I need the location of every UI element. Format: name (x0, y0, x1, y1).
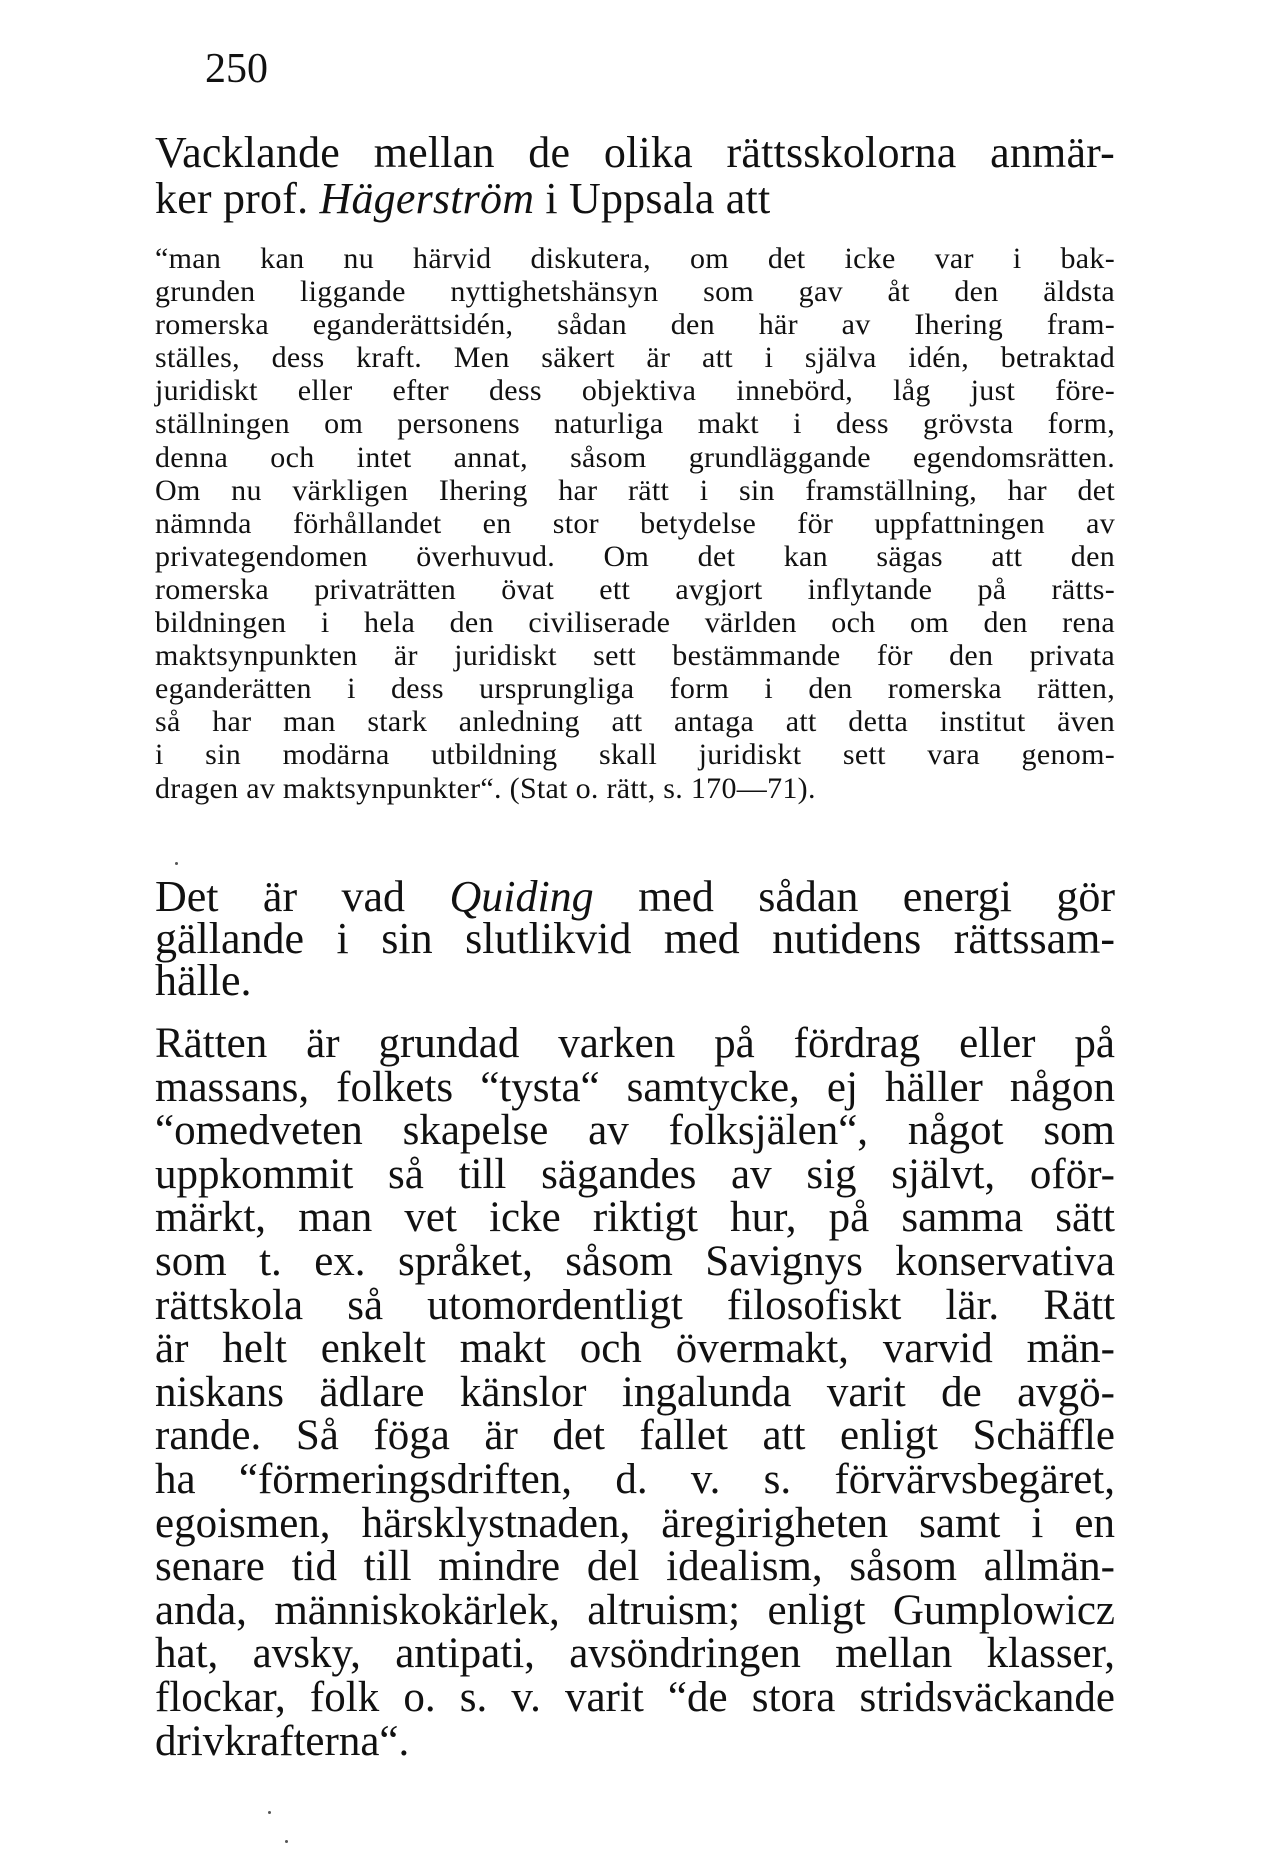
quote-line: ställningen om personens naturliga makt i dess grövsta form, (155, 407, 1115, 441)
paragraph-line: massans, folkets “tysta“ samtycke, ej häller någon (155, 1063, 1115, 1111)
intro-text: i Uppsala att (534, 174, 771, 223)
quote-line: grunden liggande nyttighetshänsyn som gav åt den äldsta (155, 275, 1115, 309)
paragraph-line: gällande i sin slutlikvid med nutidens rättssam- (155, 914, 1115, 963)
paragraph-line: anda, människokärlek, altruism; enligt Gumplowicz (155, 1586, 1115, 1634)
paragraph-line: “omedveten skapelse av folksjälen“, något som (155, 1107, 1115, 1155)
quote-line: eganderätten i dess ursprungliga form i den romerska rätten, (155, 672, 1115, 706)
quote-line: romerska eganderättsidén, sådan den här av Ihering fram- (155, 308, 1115, 342)
quote-line: juridiskt eller efter dess objektiva innebörd, låg just före- (155, 374, 1115, 408)
paragraph-line: senare tid till mindre del idealism, såsom allmän- (155, 1543, 1115, 1591)
quote-line: dragen av maktsynpunkter“. (Stat o. rätt, s. 170—71). (155, 771, 816, 805)
quote-line: Om nu värkligen Ihering har rätt i sin framställning, har det (155, 473, 1115, 507)
paragraph-line: hälle. (155, 956, 252, 1005)
paragraph-line: egoismen, härsklystnaden, äregirigheten samt i en (155, 1499, 1115, 1547)
paragraph-text: med sådan energi gör (593, 872, 1115, 921)
paragraph-line: är helt enkelt makt och övermakt, varvid män- (155, 1325, 1115, 1373)
paragraph-line: rande. Så föga är det fallet att enligt Schäffle (155, 1412, 1115, 1460)
paragraph-quiding (155, 872, 1115, 1005)
quote-line: maktsynpunkten är juridiskt sett bestämmande för den privata (155, 639, 1115, 673)
paragraph-line: hat, avsky, antipati, avsöndringen mellan klasser, (155, 1630, 1115, 1678)
paragraph-line: Rätten är grundad varken på fördrag eller på (155, 1020, 1115, 1067)
scan-speck (175, 862, 178, 865)
intro-text: ker prof. (155, 174, 320, 223)
quote-line: denna och intet annat, såsom grundläggande egendomsrätten. (155, 440, 1115, 474)
quote-line: “man kan nu härvid diskutera, om det icke var i bak- (155, 242, 1115, 275)
quote-line: i sin modärna utbildning skall juridiskt sett vara genom- (155, 738, 1115, 772)
quote-line: bildningen i hela den civiliserade världen och om den rena (155, 606, 1115, 640)
page-number: 250 (205, 46, 268, 92)
paragraph-line: flockar, folk o. s. v. varit “de stora stridsväckande (155, 1673, 1115, 1721)
paragraph-ratten (155, 1022, 1115, 1763)
paragraph-line: ha “förmeringsdriften, d. v. s. förvärvsbegäret, (155, 1455, 1115, 1503)
intro-paragraph (155, 130, 1115, 222)
paragraph-line: drivkrafterna“. (155, 1717, 410, 1765)
quote-line: privategendomen överhuvud. Om det kan sägas att den (155, 539, 1115, 573)
quote-line: romerska privaträtten övat ett avgjort inflytande på rätts- (155, 572, 1115, 606)
intro-line (155, 176, 1115, 222)
paragraph-line: uppkommit så till sägandes av sig självt, oför- (155, 1150, 1115, 1198)
paragraph-text: Det är vad (155, 872, 450, 921)
quote-line: nämnda förhållandet en stor betydelse för uppfattningen av (155, 506, 1115, 540)
author-name-hagerstrom: Hägerström (319, 174, 535, 223)
paragraph-line: märkt, man vet icke riktigt hur, på samma sätt (155, 1194, 1115, 1242)
scan-speck (285, 1840, 288, 1843)
paragraph-line (155, 872, 1115, 921)
paragraph-line: rättskola så utomordentligt filosofiskt lär. Rätt (155, 1281, 1115, 1329)
paragraph-line: som t. ex. språket, såsom Savignys konservativa (155, 1237, 1115, 1285)
paragraph-line: niskans ädlare känslor ingalunda varit de avgö- (155, 1368, 1115, 1416)
author-name-quiding: Quiding (449, 872, 594, 921)
quote-line: så har man stark anledning att antaga att detta institut även (155, 705, 1115, 739)
quote-line: ställes, dess kraft. Men säkert är att i själva idén, betraktad (155, 341, 1115, 375)
block-quote (155, 242, 1115, 805)
intro-line: Vacklande mellan de olika rättsskolorna anmär- (155, 128, 1115, 177)
scan-speck (268, 1811, 271, 1814)
